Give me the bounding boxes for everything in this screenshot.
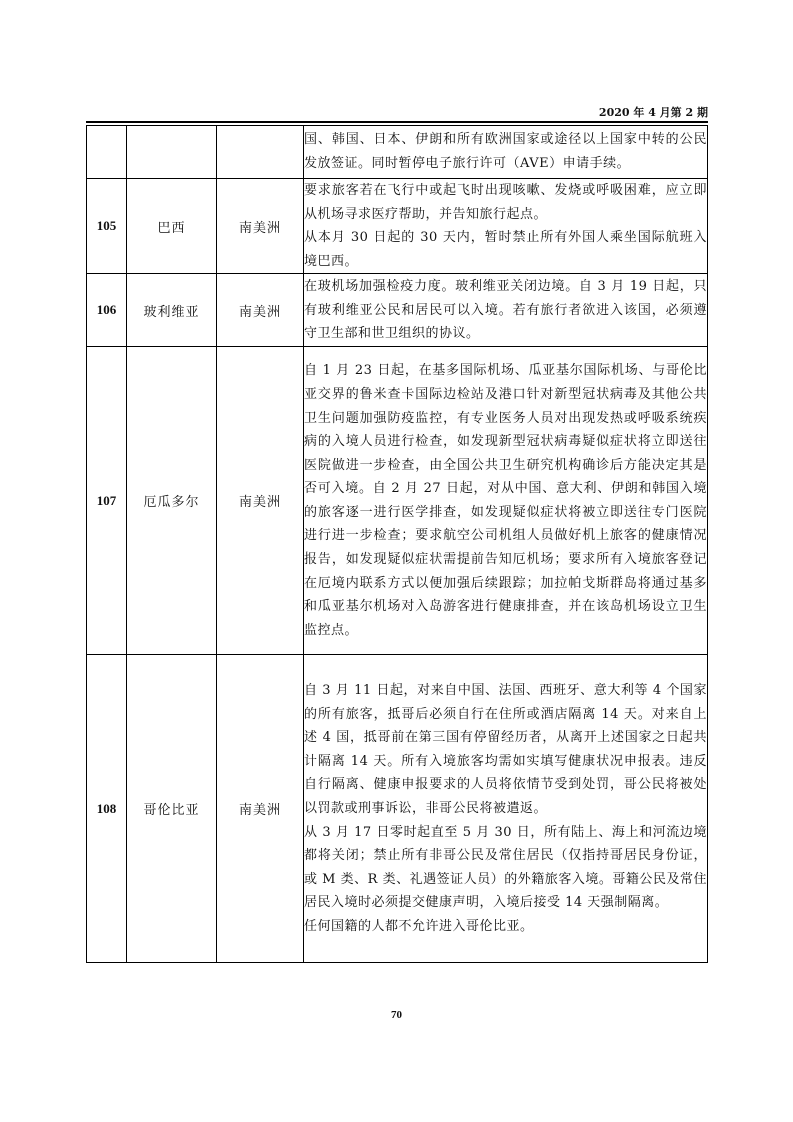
- measures-paragraph: 国、韩国、日本、伊朗和所有欧洲国家或途径以上国家中转的公民发放签证。同时暂停电子旅行许可（AVE）申请手续。: [304, 132, 707, 171]
- row-number: 108: [87, 655, 127, 963]
- measures-paragraph: 从 3 月 17 日零时起直至 5 月 30 日，所有陆上、海上和河流边境都将关闭；禁止所有非哥公民及常住居民（仅指持哥居民身份证，或 M 类、R 类、礼遇签证人员）的外籍旅客入境。哥籍公民及常住居民入境时必须提交健康声明，入境后接受 14 天强制隔离。: [304, 824, 707, 911]
- measures-text: [304, 179, 708, 274]
- region-name: 南美洲: [217, 179, 304, 274]
- measures-paragraph: 在玻机场加强检疫力度。玻利维亚关闭边境。自 3 月 19 日起，只有玻利维亚公民和居民可以入境。若有旅行者欲进入该国，必须遵守卫生部和世卫组织的协议。: [304, 278, 707, 342]
- measures-paragraph: 从本月 30 日起的 30 天内，暂时禁止所有外国人乘坐国际航班入境巴西。: [304, 230, 707, 269]
- region-name: [217, 126, 304, 179]
- country-name: 厄瓜多尔: [127, 347, 217, 655]
- country-measures-table: [86, 125, 708, 963]
- country-name: [127, 126, 217, 179]
- measures-paragraph: 自 1 月 23 日起，在基多国际机场、瓜亚基尔国际机场、与哥伦比亚交界的鲁米查卡国际边检站及港口针对新型冠状病毒及其他公共卫生问题加强防疫监控，有专业医务人员对出现发热或呼吸系统疾病的入境人员进行检查，如发现新型冠状病毒疑似症状将立即送往医院做进一步检查，由全国公共卫生研究机构确诊后方能决定其是否可入境。自 2 月 27 日起，对从中国、意大利、伊朗和韩国入境的旅客逐一进行医学排查，如发现疑似症状将被立即送往专门医院进行进一步检查；要求航空公司机组人员做好机上旅客的健康情况报告，如发现疑似症状需提前告知厄机场；要求所有入境旅客登记在厄境内联系方式以便加强后续跟踪；加拉帕戈斯群岛将通过基多和瓜亚基尔机场对入岛游客进行健康排查，并在该岛机场设立卫生监控点。: [304, 363, 707, 638]
- region-name: 南美洲: [217, 655, 304, 963]
- measures-text: [304, 655, 708, 963]
- header-rule: [86, 121, 708, 123]
- table-row: [87, 347, 708, 655]
- country-name: 巴西: [127, 179, 217, 274]
- row-number: [87, 126, 127, 179]
- row-number: 107: [87, 347, 127, 655]
- measures-text: [304, 126, 708, 179]
- measures-text: [304, 274, 708, 347]
- table-row: [87, 126, 708, 179]
- row-number: 105: [87, 179, 127, 274]
- region-name: 南美洲: [217, 274, 304, 347]
- country-name: 玻利维亚: [127, 274, 217, 347]
- measures-paragraph: 要求旅客若在飞行中或起飞时出现咳嗽、发烧或呼吸困难，应立即从机场寻求医疗帮助，并告知旅行起点。: [304, 183, 707, 222]
- measures-text: [304, 347, 708, 655]
- region-name: 南美洲: [217, 347, 304, 655]
- country-name: 哥伦比亚: [127, 655, 217, 963]
- table-row: [87, 274, 708, 347]
- row-number: 106: [87, 274, 127, 347]
- measures-paragraph: 任何国籍的人都不允许进入哥伦比亚。: [304, 919, 534, 935]
- table-row: [87, 179, 708, 274]
- table-row: [87, 655, 708, 963]
- page-number: 70: [391, 1009, 402, 1021]
- issue-header: 2020 年 4 月第 2 期: [598, 106, 708, 119]
- measures-paragraph: 自 3 月 11 日起，对来自中国、法国、西班牙、意大利等 4 个国家的所有旅客，抵哥后必须自行在住所或酒店隔离 14 天。对来自上述 4 国，抵哥前在第三国有停留经历者，从离开上述国家之日起共计隔离 14 天。所有入境旅客均需如实填写健康状况申报表。违反自行隔离、健康申报要求的人员将依情节受到处罚，哥公民将被处以罚款或刑事诉讼，非哥公民将被遣返。: [304, 683, 707, 817]
